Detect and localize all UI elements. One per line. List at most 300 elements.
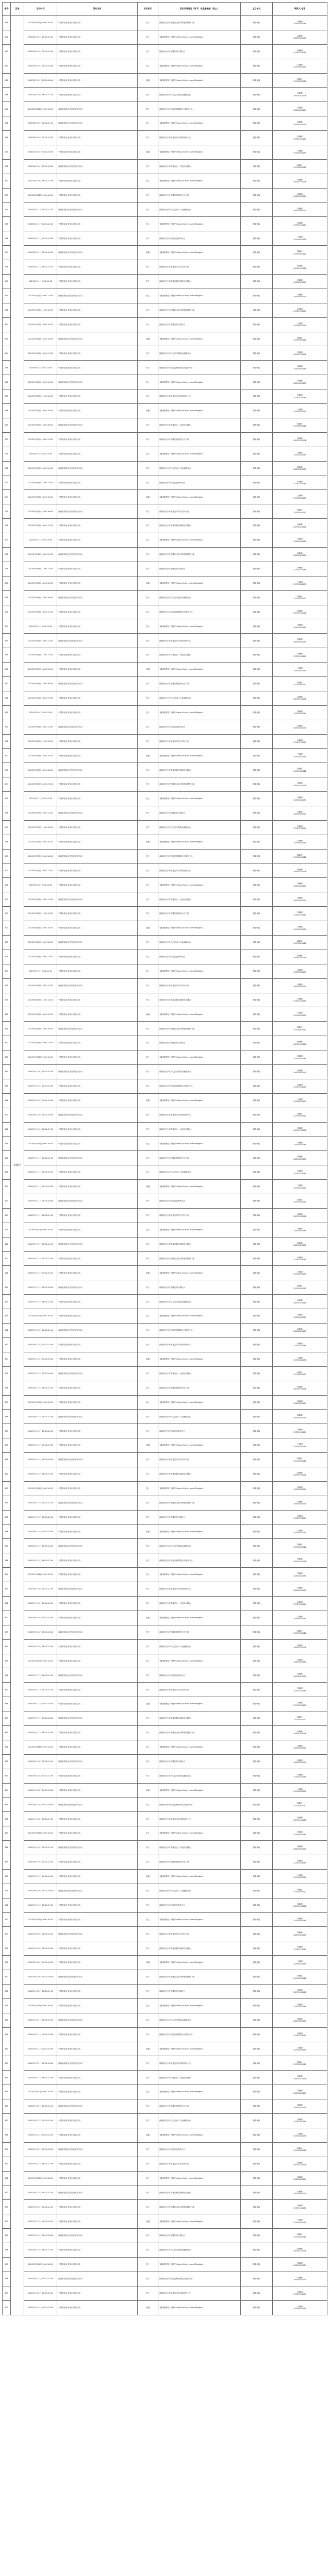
contact-phone: 18975451278 (293, 1819, 307, 1821)
contact-phone: 15974851290 (293, 2308, 307, 2310)
cell-unit: 湖南保险 (241, 605, 273, 619)
cell-time: 2024年9月10日 14:00-15:00 (24, 1093, 57, 1108)
cell-activity-name: 中国寿险业务知识宣传活动 (57, 1165, 138, 1180)
cell-seq: 377 (3, 1970, 11, 1985)
cell-unit: 湖南保险 (241, 1496, 273, 1510)
table-row (3, 1783, 327, 1798)
contact-name: 刘晓丽 (297, 1400, 303, 1402)
cell-seq: 381 (3, 2027, 11, 2042)
cell-address: 湖南省长沙市天心区书院路金融服务点 (158, 1769, 241, 1783)
cell-seq: 242 (3, 30, 11, 44)
cell-unit: 湖南保险 (241, 849, 273, 863)
cell-time: 2024年9月10日 9:00-10:00 (24, 1050, 57, 1065)
cell-activity-name: 中国寿险业务知识宣传活动 (57, 447, 138, 461)
cell-address: 湖南省长沙市岳麓区银盆岭社区广场 (158, 1381, 241, 1395)
table-row (3, 1510, 327, 1524)
table-row (3, 676, 327, 691)
cell-address: 湖南省长沙市岳麓区银盆岭社区广场 (158, 2099, 241, 2114)
cell-seq: 241 (3, 16, 11, 30)
cell-address: 湖南省长沙市芙蓉区五一大道营业网点 (158, 1841, 241, 1855)
cell-unit: 湖南保险 (241, 1956, 273, 1970)
cell-time: 2024年9月20日 9:00-10:00 (24, 1912, 57, 1927)
table-row (3, 202, 327, 217)
cell-time: 2024年9月16日 15:00-16:00 (24, 1625, 57, 1639)
contact-phone: 13874851284 (293, 195, 307, 198)
cell-seq: 282 (3, 605, 11, 619)
cell-seq: 373 (3, 1912, 11, 1927)
contact-name: 张晓燕 (297, 92, 303, 95)
table-row (3, 1036, 327, 1050)
header-address: 活动详细地址（线下）或直播链接（线上） (158, 3, 241, 16)
cell-form: 线下 (138, 590, 158, 605)
table-row (3, 116, 327, 131)
cell-address: 湖南省长沙市岳麓区望月湖社区 (158, 562, 241, 576)
cell-address: 湖南省长沙市岳麓区银盆岭社区广场 (158, 1625, 241, 1639)
contact-name: 王晓明 (297, 1098, 303, 1100)
cell-address: 湖南省长沙市雨花区劳动东路居民小区 (158, 131, 241, 145)
cell-activity-name: 中国寿险业务知识宣传活动 (57, 260, 138, 275)
cell-unit: 湖南保险 (241, 504, 273, 519)
cell-contact (273, 619, 327, 634)
cell-form: 线下 (138, 605, 158, 619)
contact-name: 张晓燕 (297, 609, 303, 612)
cell-time: 2024年9月7日 9:00-10:00 (24, 792, 57, 806)
cell-contact (273, 1266, 327, 1280)
cell-unit: 湖南保险 (241, 2128, 273, 2142)
contact-name: 周晓燕 (297, 293, 303, 296)
cell-unit: 湖南保险 (241, 1151, 273, 1165)
table-row (3, 1208, 327, 1223)
cell-time: 2024年9月21日 11:00-12:00 (24, 2027, 57, 2042)
cell-time: 2024年9月2日 10:00-11:00 (24, 375, 57, 389)
cell-form: 线下 (138, 562, 158, 576)
cell-address: "湖南银保宝"小程序 https://t.tbcys.com/8HqgNcL (158, 705, 241, 720)
cell-form: 直播 (138, 1697, 158, 1711)
cell-unit: 湖南保险 (241, 1582, 273, 1597)
table-row (3, 1065, 327, 1079)
cell-time: 2024年9月9日 16:00-17:00 (24, 1036, 57, 1050)
cell-unit: 湖南保险 (241, 1654, 273, 1668)
cell-contact (273, 188, 327, 202)
cell-seq: 258 (3, 260, 11, 275)
cell-form: 线下 (138, 1424, 158, 1438)
cell-unit: 湖南保险 (241, 1697, 273, 1711)
cell-time: 2024年9月22日 10:00-11:00 (24, 2099, 57, 2114)
contact-phone: 15974851290 (293, 1359, 307, 1362)
cell-contact (273, 88, 327, 102)
contact-name: 王晓明 (297, 2132, 303, 2135)
cell-activity-name: 湖南省寿险业务知识宣传活动 (57, 246, 138, 260)
cell-time: 2024年8月29日 9:00-10:00 (24, 16, 57, 30)
cell-form: 线上 (138, 878, 158, 892)
contact-name: 周晓燕 (297, 466, 303, 468)
cell-activity-name: 中国寿险业务知识宣传活动 (57, 1855, 138, 1870)
cell-time: 2024年8月29日 15:00-16:00 (24, 73, 57, 88)
cell-form: 线下 (138, 2243, 158, 2258)
contact-phone: 18874851230 (293, 2020, 307, 2023)
contact-name: 周晓燕 (297, 35, 303, 37)
table-row (3, 2099, 327, 2114)
cell-activity-name: 湖南省寿险业务知识宣传活动 (57, 1496, 138, 1510)
cell-address: 湖南省长沙市芙蓉区解放西路营业网点 (158, 993, 241, 1007)
header-activity-name: 活动名称 (57, 3, 138, 16)
cell-activity-name: 中国寿险业务知识宣传活动 (57, 44, 138, 59)
cell-contact (273, 964, 327, 978)
contact-phone: 13574851212 (293, 1374, 307, 1376)
cell-activity-name: 中国寿险业务知识宣传活动 (57, 691, 138, 705)
cell-seq: 378 (3, 1985, 11, 1999)
contact-phone: 18874851230 (293, 382, 307, 384)
cell-contact (273, 1596, 327, 1611)
cell-unit: 湖南保险 (241, 763, 273, 777)
cell-seq: 318 (3, 1122, 11, 1137)
cell-unit: 湖南保险 (241, 418, 273, 432)
cell-seq: 397 (3, 2257, 11, 2272)
cell-seq: 352 (3, 1611, 11, 1625)
cell-contact (273, 1381, 327, 1395)
cell-seq: 347 (3, 1539, 11, 1553)
cell-time: 2024年9月21日 10:00-11:00 (24, 2013, 57, 2027)
table-row (3, 102, 327, 116)
cell-activity-name: 湖南省寿险业务知识宣传活动 (57, 1108, 138, 1122)
contact-name: 王晓明 (297, 1702, 303, 1704)
contact-name: 王晓明 (297, 63, 303, 66)
contact-name: 陈晓红 (297, 1199, 303, 1201)
cell-address: 湖南省长沙市芙蓉区五一大道营业网点 (158, 892, 241, 907)
cell-seq: 332 (3, 1324, 11, 1338)
cell-activity-name: 湖南省寿险业务知识宣传活动 (57, 1453, 138, 1467)
table-row (3, 1553, 327, 1568)
contact-phone: 13787451284 (293, 741, 307, 743)
cell-form: 线下 (138, 1711, 158, 1726)
cell-time: 2024年9月11日 16:00-17:00 (24, 1208, 57, 1223)
cell-unit: 湖南保险 (241, 1324, 273, 1338)
cell-time: 2024年9月24日 11:00-12:00 (24, 2286, 57, 2300)
cell-unit: 湖南保险 (241, 835, 273, 849)
cell-contact (273, 2200, 327, 2214)
cell-unit: 湖南保险 (241, 936, 273, 950)
cell-unit: 湖南保险 (241, 1596, 273, 1611)
table-row (3, 1122, 327, 1137)
cell-form: 直播 (138, 2214, 158, 2229)
cell-address: "湖南银保宝"小程序 https://t.tbcys.com/8HqgNcL (158, 490, 241, 504)
cell-time: 2024年9月8日 9:00-10:00 (24, 878, 57, 892)
cell-time: 2024年9月22日 14:00-15:00 (24, 2128, 57, 2142)
cell-unit: 湖南保险 (241, 145, 273, 160)
cell-contact (273, 634, 327, 648)
cell-time: 2024年9月3日 11:00-12:00 (24, 476, 57, 490)
cell-contact (273, 1022, 327, 1036)
cell-address: 湖南省长沙市开福区伍家岭社区 (158, 950, 241, 964)
contact-phone: 15974851290 (293, 1100, 307, 1103)
cell-form: 线下 (138, 1467, 158, 1481)
cell-address: 湖南省长沙市岳麓区望月湖社区 (158, 1510, 241, 1524)
cell-contact (273, 1093, 327, 1108)
cell-contact (273, 1769, 327, 1783)
contact-phone: 13787451284 (293, 224, 307, 226)
contact-phone: 13787451284 (293, 2207, 307, 2209)
contact-phone: 18874851230 (293, 1330, 307, 1333)
contact-phone: 13787451284 (293, 2293, 307, 2296)
cell-activity-name: 中国寿险业务知识宣传活动 (57, 389, 138, 404)
cell-unit: 湖南保险 (241, 404, 273, 418)
contact-name: 李晓丽 (297, 1860, 303, 1862)
cell-activity-name: 中国寿险业务知识宣传活动 (57, 1769, 138, 1783)
cell-activity-name: 湖南省寿险业务知识宣传活动 (57, 978, 138, 993)
cell-seq: 285 (3, 648, 11, 663)
cell-address: 湖南省长沙市雨花区劳动东路居民小区 (158, 1337, 241, 1352)
cell-address: "湖南银保宝"小程序 https://t.tbcys.com/8HqgNcL (158, 30, 241, 44)
cell-form: 线下 (138, 547, 158, 562)
table-row (3, 44, 327, 59)
table-row (3, 1438, 327, 1453)
cell-activity-name: 中国寿险业务知识宣传活动 (57, 2128, 138, 2142)
contact-phone: 13574851212 (293, 684, 307, 686)
cell-activity-name: 湖南省寿险业务知识宣传活动 (57, 1022, 138, 1036)
contact-name: 陈晓红 (297, 1026, 303, 1029)
cell-time: 2024年9月5日 11:00-12:00 (24, 648, 57, 663)
contact-name: 陈晓红 (297, 854, 303, 856)
contact-name: 刘晓丽 (297, 1572, 303, 1575)
cell-address: "湖南银保宝"小程序 https://t.tbcys.com/8HqgNcL (158, 1740, 241, 1754)
cell-contact (273, 2185, 327, 2200)
cell-seq: 369 (3, 1855, 11, 1870)
contact-name: 王晓明 (297, 753, 303, 756)
table-row (3, 2243, 327, 2258)
cell-address: "湖南银保宝"小程序 https://t.tbcys.com/8HqgNcL (158, 2128, 241, 2142)
cell-unit: 湖南保险 (241, 1438, 273, 1453)
cell-address: 湖南省长沙市岳麓区金星中路建设银行门前 (158, 1022, 241, 1036)
cell-seq: 272 (3, 461, 11, 476)
cell-seq: 308 (3, 978, 11, 993)
cell-activity-name: 中国寿险业务知识宣传活动 (57, 1180, 138, 1194)
cell-form: 线上 (138, 217, 158, 231)
contact-phone: 15974851290 (293, 66, 307, 69)
cell-contact (273, 519, 327, 533)
contact-phone: 18874851230 (293, 899, 307, 902)
cell-contact (273, 59, 327, 73)
cell-time: 2024年9月14日 16:00-17:00 (24, 1467, 57, 1481)
cell-contact (273, 993, 327, 1007)
table-row (3, 1654, 327, 1668)
contact-name: 陈晓红 (297, 78, 303, 80)
cell-address: 湖南省长沙市天心区南门口金融服务点 (158, 691, 241, 705)
contact-name: 周晓燕 (297, 1414, 303, 1417)
table-row (3, 375, 327, 389)
cell-time: 2024年8月30日 14:00-15:00 (24, 145, 57, 160)
contact-name: 陈晓红 (297, 1975, 303, 1977)
cell-form: 线下 (138, 2071, 158, 2085)
cell-seq: 356 (3, 1668, 11, 1683)
cell-activity-name: 中国寿险业务知识宣传活动 (57, 1956, 138, 1970)
contact-name: 张晓燕 (297, 1644, 303, 1647)
cell-seq: 319 (3, 1137, 11, 1151)
cell-time: 2024年9月2日 9:00-10:00 (24, 361, 57, 375)
contact-name: 刘晓丽 (297, 710, 303, 713)
cell-form: 线下 (138, 1108, 158, 1122)
table-row (3, 993, 327, 1007)
cell-seq: 348 (3, 1553, 11, 1568)
contact-name: 刘晓丽 (297, 2003, 303, 2006)
cell-unit: 湖南保险 (241, 576, 273, 590)
cell-address: "湖南银保宝"小程序 https://t.tbcys.com/8HqgNcL (158, 576, 241, 590)
cell-unit: 湖南保险 (241, 1927, 273, 1941)
cell-address: 湖南省长沙市天心区书院路金融服务点 (158, 820, 241, 835)
cell-address: 湖南省长沙市芙蓉区解放西路营业网点 (158, 2185, 241, 2200)
cell-time: 2024年9月6日 9:00-10:00 (24, 705, 57, 720)
cell-time: 2024年9月5日 14:00-15:00 (24, 663, 57, 677)
table-row (3, 289, 327, 303)
contact-phone: 13787451284 (293, 655, 307, 657)
table-row (3, 964, 327, 978)
contact-phone: 15974851290 (293, 238, 307, 241)
cell-seq: 395 (3, 2229, 11, 2243)
table-row (3, 619, 327, 634)
cell-address: 湖南省长沙市岳麓区金星中路建设银行门前 (158, 2200, 241, 2214)
cell-unit: 湖南保险 (241, 547, 273, 562)
cell-seq: 382 (3, 2042, 11, 2056)
cell-form: 线下 (138, 1251, 158, 1266)
cell-contact (273, 1568, 327, 1582)
cell-contact (273, 1941, 327, 1956)
cell-unit: 湖南保险 (241, 1985, 273, 1999)
cell-unit: 湖南保险 (241, 88, 273, 102)
cell-unit: 湖南保险 (241, 1467, 273, 1481)
cell-time: 2024年8月30日 10:00-11:00 (24, 116, 57, 131)
contact-name: 刘晓丽 (297, 2262, 303, 2264)
cell-address: 湖南省长沙市岳麓区金星中路建设银行门前 (158, 16, 241, 30)
contact-phone: 15974851290 (293, 1962, 307, 1965)
cell-unit: 湖南保险 (241, 533, 273, 548)
contact-name: 张晓燕 (297, 1731, 303, 1733)
cell-contact (273, 978, 327, 993)
cell-unit: 湖南保险 (241, 102, 273, 116)
cell-contact (273, 1324, 327, 1338)
table-row (3, 950, 327, 964)
cell-address: 湖南省长沙市雨花区劳动东路居民小区 (158, 863, 241, 878)
cell-activity-name: 中国寿险业务知识宣传活动 (57, 1137, 138, 1151)
table-row (3, 1381, 327, 1395)
contact-phone: 13574851212 (293, 1977, 307, 1979)
activity-table-sheet (2, 2, 327, 2315)
cell-activity-name: 湖南省寿险业务知识宣传活动 (57, 2013, 138, 2027)
cell-activity-name: 中国寿险业务知识宣传活动 (57, 1007, 138, 1022)
contact-name: 周晓燕 (297, 2104, 303, 2107)
cell-activity-name: 湖南省寿险业务知识宣传活动 (57, 936, 138, 950)
contact-phone: 13874851284 (293, 1833, 307, 1836)
cell-form: 线下 (138, 936, 158, 950)
cell-activity-name: 中国寿险业务知识宣传活动 (57, 275, 138, 289)
contact-phone: 18975451278 (293, 1043, 307, 1045)
cell-time: 2024年9月9日 9:00-10:00 (24, 964, 57, 978)
contact-name: 周晓燕 (297, 1156, 303, 1158)
cell-time: 2024年9月19日 10:00-11:00 (24, 1841, 57, 1855)
cell-seq: 279 (3, 562, 11, 576)
cell-address: "湖南银保宝"小程序 https://t.tbcys.com/8HqgNcL (158, 964, 241, 978)
cell-activity-name: 湖南省寿险业务知识宣传活动 (57, 634, 138, 648)
contact-phone: 13874851284 (293, 1488, 307, 1491)
table-row (3, 2200, 327, 2214)
cell-unit: 湖南保险 (241, 1812, 273, 1826)
cell-address: 湖南省长沙市天心区书院路金融服务点 (158, 590, 241, 605)
header-time: 活动时间 (24, 3, 57, 16)
cell-unit: 湖南保险 (241, 174, 273, 188)
cell-activity-name: 湖南省寿险业务知识宣传活动 (57, 1280, 138, 1295)
cell-time: 2024年9月18日 11:00-12:00 (24, 1769, 57, 1783)
cell-activity-name: 中国寿险业务知识宣传活动 (57, 2042, 138, 2056)
cell-form: 线下 (138, 806, 158, 820)
table-header-row (3, 3, 327, 16)
cell-form: 线下 (138, 1337, 158, 1352)
cell-contact (273, 921, 327, 936)
table-row (3, 1223, 327, 1237)
cell-form: 线下 (138, 1295, 158, 1309)
cell-contact (273, 260, 327, 275)
cell-time: 2024年9月17日 16:00-17:00 (24, 1725, 57, 1740)
cell-time: 2024年9月9日 10:00-11:00 (24, 978, 57, 993)
cell-activity-name: 湖南省寿险业务知识宣传活动 (57, 720, 138, 734)
contact-phone: 15974851290 (293, 755, 307, 758)
cell-contact (273, 576, 327, 590)
contact-phone: 13787451284 (293, 52, 307, 54)
cell-activity-name: 中国寿险业务知识宣传活动 (57, 1122, 138, 1137)
cell-activity-name: 湖南省寿险业务知识宣传活动 (57, 2229, 138, 2243)
contact-name: 王晓明 (297, 236, 303, 239)
contact-phone: 13787451284 (293, 1948, 307, 1951)
cell-seq: 245 (3, 73, 11, 88)
contact-phone: 13574851212 (293, 770, 307, 772)
cell-time: 2024年9月20日 10:00-11:00 (24, 1927, 57, 1941)
contact-name: 李晓丽 (297, 1429, 303, 1431)
cell-seq: 294 (3, 777, 11, 792)
cell-address: 湖南省长沙市雨花区劳动东路居民小区 (158, 1812, 241, 1826)
cell-seq: 329 (3, 1280, 11, 1295)
cell-seq: 299 (3, 849, 11, 863)
cell-form: 线上 (138, 619, 158, 634)
cell-time: 2024年9月22日 16:00-17:00 (24, 2157, 57, 2171)
cell-contact (273, 432, 327, 447)
cell-address: "湖南银保宝"小程序 https://t.tbcys.com/8HqgNcL (158, 2214, 241, 2229)
cell-seq: 396 (3, 2243, 11, 2258)
cell-time: 2024年8月31日 15:00-16:00 (24, 246, 57, 260)
cell-activity-name: 中国寿险业务知识宣传活动 (57, 1639, 138, 1654)
cell-form: 线下 (138, 1237, 158, 1251)
cell-contact (273, 1496, 327, 1510)
cell-address: 湖南省长沙市雨花区井湾子居民小区 (158, 1208, 241, 1223)
cell-time: 2024年9月7日 16:00-17:00 (24, 863, 57, 878)
table-row (3, 174, 327, 188)
cell-time: 2024年8月30日 15:00-16:00 (24, 159, 57, 174)
cell-time: 2024年9月16日 9:00-10:00 (24, 1568, 57, 1582)
contact-phone: 13787451284 (293, 1603, 307, 1606)
cell-activity-name: 中国寿险业务知识宣传活动 (57, 2071, 138, 2085)
cell-form: 直播 (138, 1007, 158, 1022)
cell-time: 2024年9月5日 16:00-17:00 (24, 691, 57, 705)
table-row (3, 1022, 327, 1036)
cell-form: 线下 (138, 907, 158, 921)
cell-address: "湖南银保宝"小程序 https://t.tbcys.com/8HqgNcL (158, 1266, 241, 1280)
cell-seq: 314 (3, 1065, 11, 1079)
cell-address: 湖南省长沙市开福区湘春路社区服务中心 (158, 1079, 241, 1093)
contact-name: 李晓丽 (297, 1946, 303, 1948)
cell-contact (273, 2286, 327, 2300)
contact-name: 陈晓红 (297, 250, 303, 253)
cell-unit: 湖南保险 (241, 2071, 273, 2085)
cell-address: "湖南银保宝"小程序 https://t.tbcys.com/8HqgNcL (158, 663, 241, 677)
cell-seq: 375 (3, 1941, 11, 1956)
cell-address: 湖南省长沙市雨花区井湾子居民小区 (158, 504, 241, 519)
cell-activity-name: 中国寿险业务知识宣传活动 (57, 16, 138, 30)
